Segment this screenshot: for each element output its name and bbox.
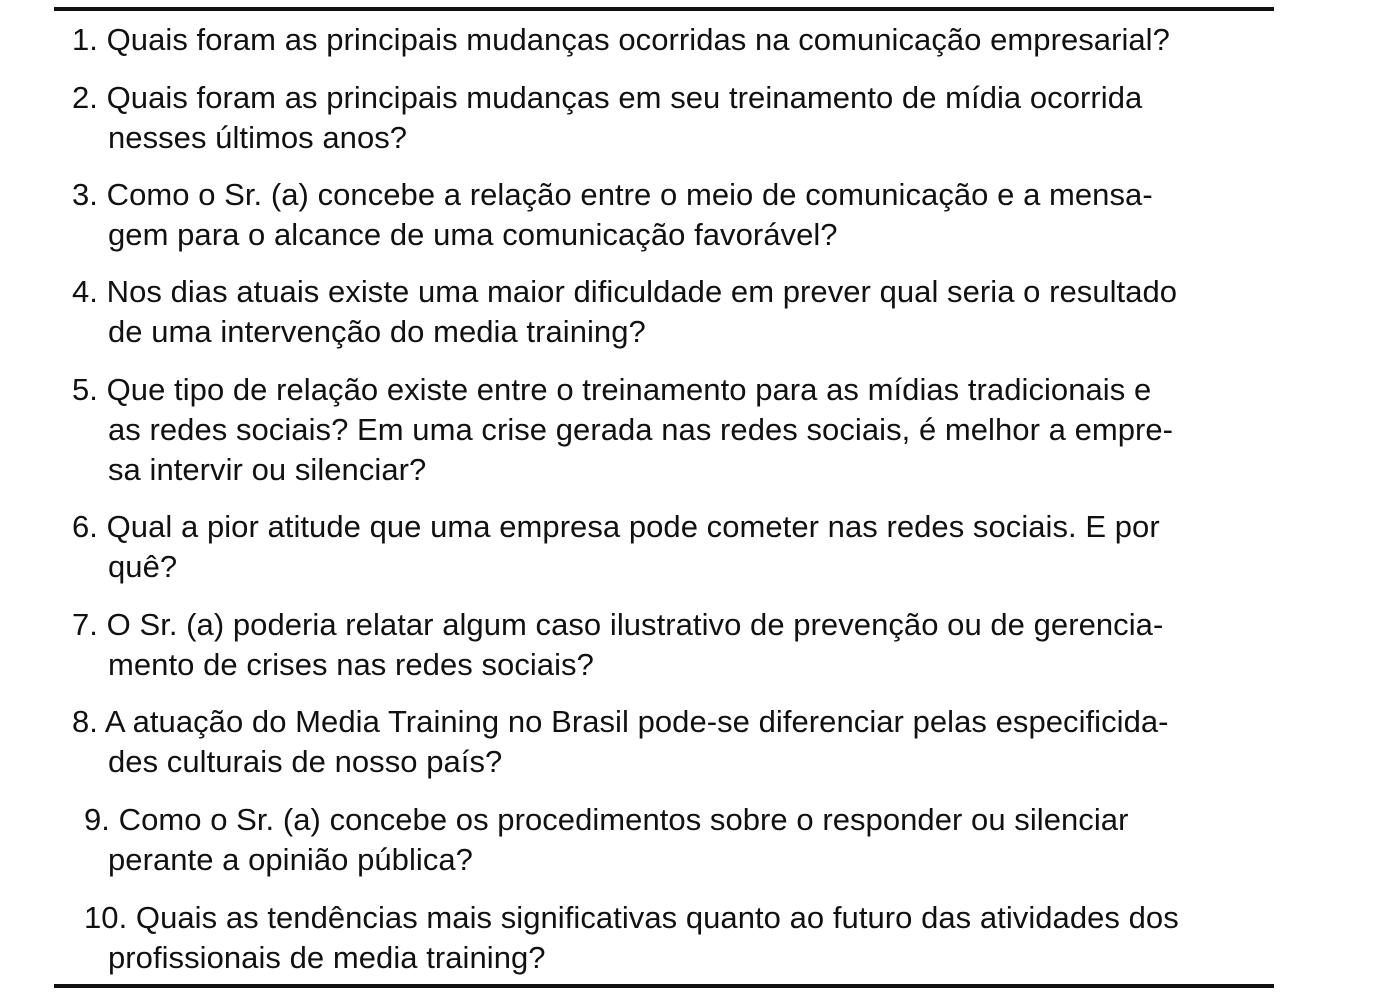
question-3 (72, 175, 1153, 255)
question-2-number: 2. (72, 80, 98, 115)
question-3-line-1: 3. Como o Sr. (a) concebe a relação entre o meio de comunicação e a mensa- (72, 177, 1153, 212)
question-5-line-3: sa intervir ou silenciar? (108, 452, 427, 487)
question-8-line-2: des culturais de nosso país? (108, 744, 503, 779)
question-7 (72, 605, 1163, 685)
question-8 (72, 702, 1169, 782)
question-2 (72, 78, 1142, 158)
question-4-line-1: 4. Nos dias atuais existe uma maior dificuldade em prever qual seria o resultado (72, 274, 1178, 309)
question-9 (84, 800, 1128, 880)
question-3-line-2: gem para o alcance de uma comunicação favorável? (108, 217, 838, 252)
question-7-line-2: mento de crises nas redes sociais? (108, 647, 594, 682)
question-4 (72, 272, 1177, 352)
question-8-line-1: 8. A atuação do Media Training no Brasil pode-se diferenciar pelas especificida- (72, 704, 1169, 739)
question-2-line-2: nesses últimos anos? (108, 120, 408, 155)
question-6-number: 6. (72, 509, 98, 544)
question-3-number: 3. (72, 177, 98, 212)
question-7-number: 7. (72, 607, 98, 642)
question-10 (84, 898, 1179, 978)
question-10-line-1: 10. Quais as tendências mais significativas quanto ao futuro das atividades dos (84, 900, 1179, 935)
top-rule (54, 7, 1274, 11)
question-5-line-1: 5. Que tipo de relação existe entre o treinamento para as mídias tradicionais e (72, 372, 1152, 407)
question-4-line-2: de uma intervenção do media training? (108, 314, 646, 349)
question-10-number: 10. (84, 900, 128, 935)
question-1 (72, 20, 1170, 60)
question-6-line-1: 6. Qual a pior atitude que uma empresa pode cometer nas redes sociais. E por (72, 509, 1160, 544)
question-10-line-2: profissionais de media training? (108, 940, 546, 975)
question-5 (72, 370, 1173, 490)
question-2-line-1: 2. Quais foram as principais mudanças em seu treinamento de mídia ocorrida (72, 80, 1143, 115)
question-6-line-2: quê? (108, 549, 178, 584)
question-8-number: 8. (72, 704, 98, 739)
question-9-line-2: perante a opinião pública? (108, 842, 473, 877)
question-9-number: 9. (84, 802, 110, 837)
question-5-line-2: as redes sociais? Em uma crise gerada nas redes sociais, é melhor a empre- (108, 412, 1174, 447)
question-1-number: 1. (72, 22, 98, 57)
question-4-number: 4. (72, 274, 98, 309)
bottom-rule (54, 984, 1274, 988)
question-6 (72, 507, 1160, 587)
question-1-line-1: 1. Quais foram as principais mudanças ocorridas na comunicação empresarial? (72, 22, 1170, 57)
question-9-line-1: 9. Como o Sr. (a) concebe os procedimentos sobre o responder ou silenciar (84, 802, 1129, 837)
question-7-line-1: 7. O Sr. (a) poderia relatar algum caso ilustrativo de prevenção ou de gerencia- (72, 607, 1164, 642)
question-5-number: 5. (72, 372, 98, 407)
